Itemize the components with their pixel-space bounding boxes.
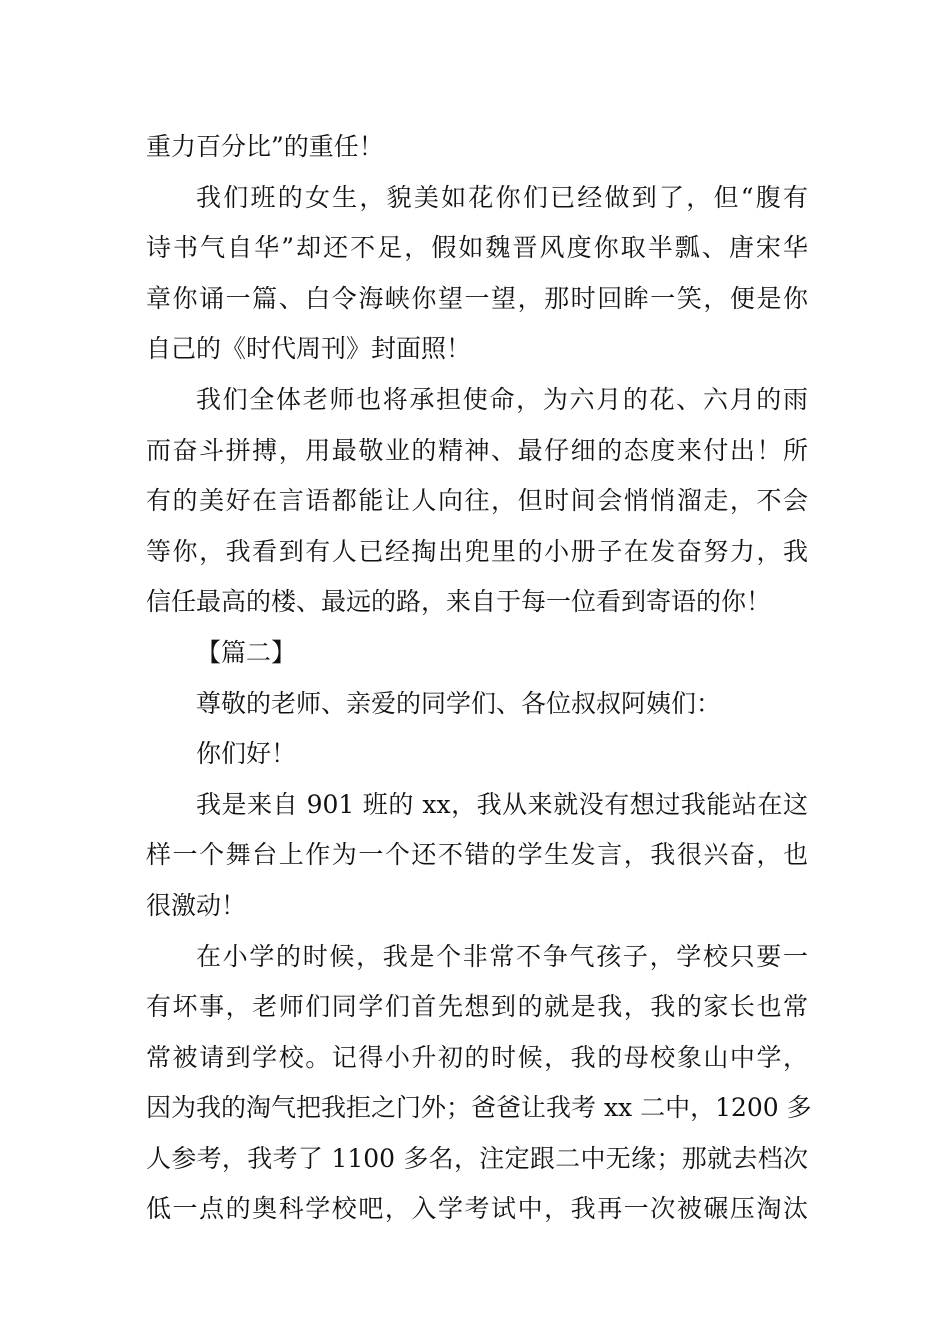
text-line: 有的美好在言语都能让人向往，但时间会悄悄溜走，不会 [146,486,808,516]
text-line: 很激动！ [146,890,247,920]
paragraph-first-line: 在小学的时候，我是个非常不争气孩子，学校只要一 [196,941,808,971]
text-line: 低一点的奥科学校吧，入学考试中，我再一次被碾压淘汰 [146,1194,808,1224]
text-line: 等你，我看到有人已经掏出兜里的小册子在发奋努力，我 [146,536,808,566]
text-line: 样一个舞台上作为一个还不错的学生发言，我很兴奋，也 [146,840,808,870]
section-heading: 【篇二】 [196,637,297,667]
text-line: 而奋斗拼搏，用最敬业的精神、最仔细的态度来付出！所 [146,435,808,465]
paragraph-first-line: 我们班的女生，貌美如花你们已经做到了，但“腹有 [196,182,808,212]
text-line: 人参考，我考了 1100 多名，注定跟二中无缘；那就去档次 [146,1143,808,1173]
text-line: 诗书气自华”却还不足，假如魏晋风度你取半瓢、唐宋华 [146,233,808,263]
text-line: 信任最高的楼、最远的路，来自于每一位看到寄语的你！ [146,587,772,617]
text-line: 章你诵一篇、白令海峡你望一望，那时回眸一笑，便是你 [146,283,808,313]
paragraph-first-line: 我是来自 901 班的 xx，我从来就没有想过我能站在这 [196,789,808,819]
text-line: 自己的《时代周刊》封面照！ [146,334,472,364]
text-line: 有坏事，老师们同学们首先想到的就是我，我的家长也常 [146,992,808,1022]
text-line: 重力百分比”的重任！ [146,132,384,161]
document-body [146,122,812,1235]
greeting: 你们好！ [196,739,297,769]
salutation: 尊敬的老师、亲爱的同学们、各位叔叔阿姨们： [196,688,722,718]
paragraph-first-line: 我们全体老师也将承担使命，为六月的花、六月的雨 [196,384,808,414]
text-line: 因为我的淘气把我拒之门外；爸爸让我考 xx 二中，1200 多 [146,1093,812,1123]
text-line: 常被请到学校。记得小升初的时候，我的母校象山中学， [146,1042,808,1072]
